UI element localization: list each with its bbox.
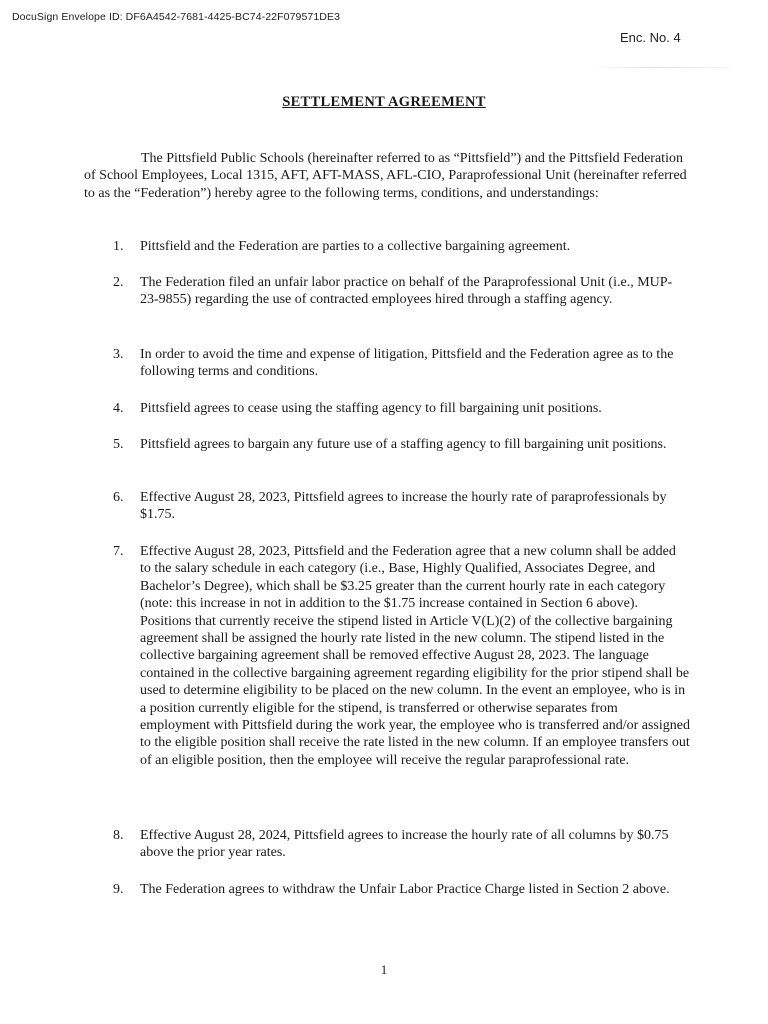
clause-item xyxy=(84,543,690,769)
clause-text: In order to avoid the time and expense of litigation, Pittsfield and the Federation agree as to the following terms and conditions. xyxy=(140,347,674,380)
clause-item xyxy=(84,346,690,381)
clause-number: 5. xyxy=(113,437,124,452)
clause-text: Effective August 28, 2024, Pittsfield agrees to increase the hourly rate of all columns by $0.75 above the prior year rates. xyxy=(140,828,669,861)
clause-number: 7. xyxy=(113,544,124,559)
clause-text: The Federation filed an unfair labor practice on behalf of the Paraprofessional Unit (i.e., MUP-23-9855) regarding the use of contracted employees hired through a staffing agency. xyxy=(140,275,673,308)
clause-text: Pittsfield agrees to cease using the staffing agency to fill bargaining unit positions. xyxy=(140,401,602,416)
intro-paragraph: The Pittsfield Public Schools (hereinafter referred to as “Pittsfield”) and the Pittsfield Federation of School Employees, Local 1315, AFT, AFT-MASS, AFL-CIO, Paraprofessional Unit (hereinafter referred to as the “Federation”) hereby agree to the following terms, conditions, and understandings: xyxy=(84,151,687,201)
scan-artifact-line xyxy=(585,67,730,68)
clause-number: 9. xyxy=(113,882,124,897)
enclosure-number: Enc. No. 4 xyxy=(620,30,681,45)
clause-text: The Federation agrees to withdraw the Unfair Labor Practice Charge listed in Section 2 above. xyxy=(140,882,670,897)
clause-text: Effective August 28, 2023, Pittsfield agrees to increase the hourly rate of paraprofessionals by $1.75. xyxy=(140,490,667,523)
clause-number: 6. xyxy=(113,490,124,505)
clause-number: 3. xyxy=(113,347,124,362)
clause-number: 2. xyxy=(113,275,124,290)
clause-text: Pittsfield and the Federation are parties to a collective bargaining agreement. xyxy=(140,239,571,254)
clause-text: Effective August 28, 2023, Pittsfield and the Federation agree that a new column shall be added to the salary schedule in each category (i.e., Base, Highly Qualified, Associates Degree, and Bachelor’s Degree), which shall be $3.25 greater than the current hourly rate in each category (note: this increase in not in addition to the $1.75 increase contained in Section 6 above). Positions that currently receive the stipend listed in Article V(L)(2) of the collective bargaining agreement shall be assigned the hourly rate listed in the new column. The stipend listed in the collective bargaining agreement shall be removed effective August 28, 2023. The language contained in the collective bargaining agreement regarding eligibility for the prior stipend shall be used to determine eligibility to be placed on the new column. In the event an employee, who is in a position currently eligible for the stipend, is transferred or otherwise separates from employment with Pittsfield during the work year, the employee who is transferred and/or assigned to the eligible position shall receive the rate listed in the new column. If an employee transfers out of an eligible position, then the employee will receive the regular paraprofessional rate. xyxy=(140,544,690,768)
docusign-envelope-id: DocuSign Envelope ID: DF6A4542-7681-4425-BC74-22F079571DE3 xyxy=(12,11,341,23)
page-number: 1 xyxy=(380,962,388,977)
clause-text: Pittsfield agrees to bargain any future use of a staffing agency to fill bargaining unit positions. xyxy=(140,437,667,452)
clause-item xyxy=(84,400,690,417)
clause-item xyxy=(84,827,690,862)
clause-number: 1. xyxy=(113,239,124,254)
clause-number: 4. xyxy=(113,401,124,416)
clause-item xyxy=(84,436,690,453)
document-title: SETTLEMENT AGREEMENT xyxy=(282,94,486,110)
clause-number: 8. xyxy=(113,828,124,843)
clause-item xyxy=(84,238,690,255)
clause-item xyxy=(84,489,690,524)
clause-item xyxy=(84,274,690,309)
clause-item xyxy=(84,881,690,898)
